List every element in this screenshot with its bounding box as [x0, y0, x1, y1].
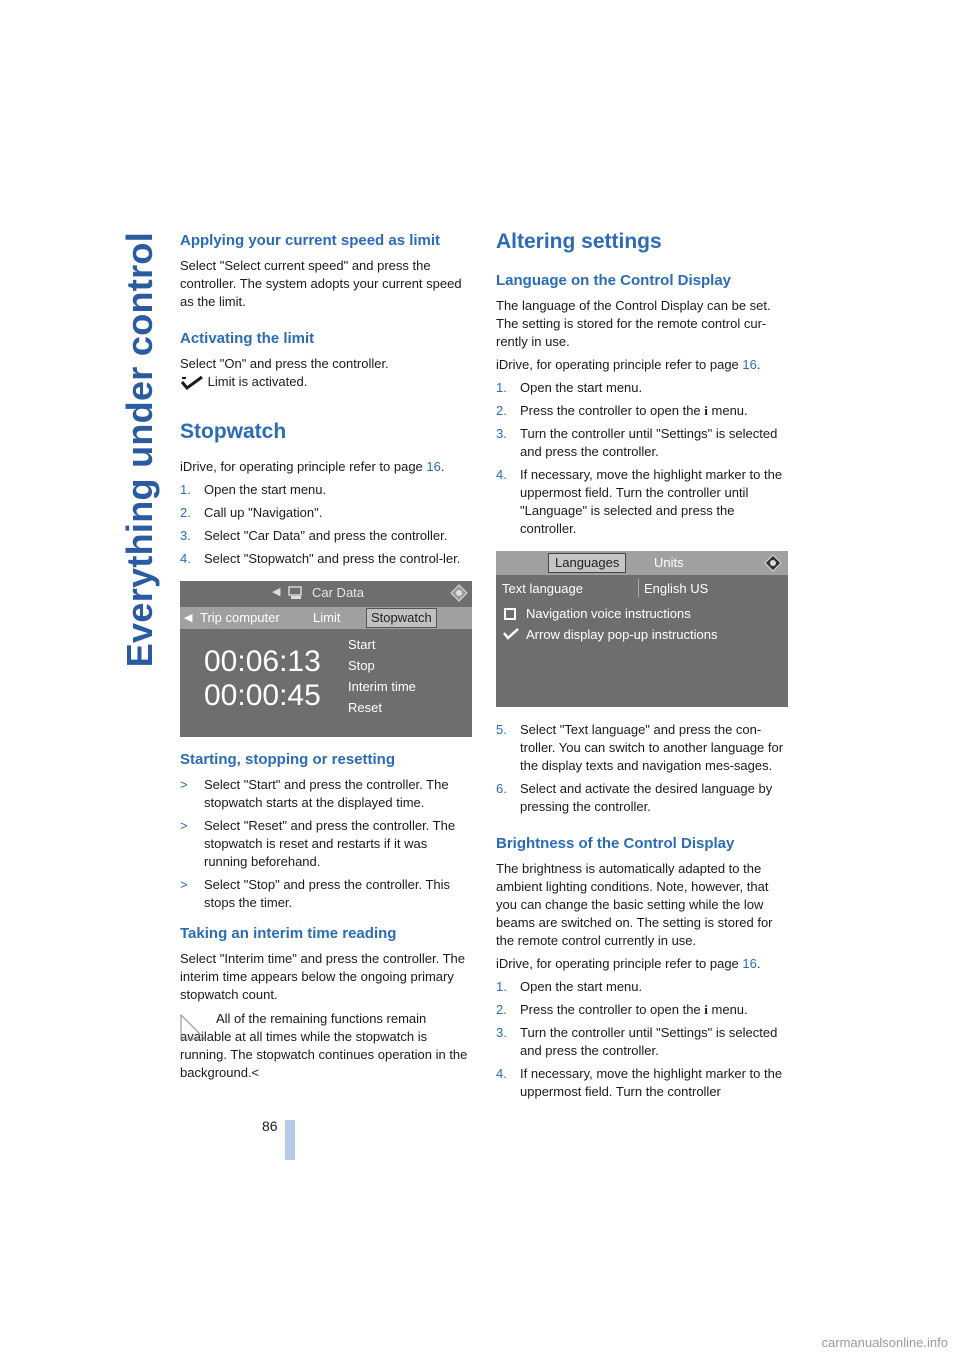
option-label: Navigation voice instructions [526, 606, 691, 621]
list-item: 1. Open the start menu. [180, 482, 327, 497]
heading-altering-settings: Altering settings [496, 230, 662, 253]
list-item: 2. Call up "Navigation". [180, 505, 323, 520]
list-item: 4. If necessary, move the highlight marker to the uppermost field. Turn the controller until "Language" is selected and press the controller. [496, 467, 783, 536]
page-link-16[interactable]: 16 [426, 459, 441, 474]
controller-icon [450, 584, 468, 602]
list-item: 4. Select "Stopwatch" and press the control-ler. [180, 551, 461, 566]
list-item: 2. Press the controller to open the i menu. [496, 1002, 748, 1017]
side-title: Everything under control [119, 232, 160, 668]
option-arrow-display[interactable] [496, 624, 788, 644]
option-label: Arrow display pop-up instructions [526, 627, 718, 642]
info-icon: i [704, 403, 708, 418]
tab-stopwatch[interactable]: Stopwatch [366, 608, 437, 628]
stopwatch-steps [180, 481, 472, 568]
option-navigation-voice[interactable] [496, 603, 788, 623]
note-text: All of the remaining functions remain available at all times while the stopwatch is running. The stopwatch continues operation in the background.< [180, 1011, 468, 1080]
language-steps [496, 379, 788, 538]
time-interim: 00:00:45 [204, 679, 321, 712]
checkmark-icon [180, 375, 204, 391]
tab-limit[interactable]: Limit [313, 610, 341, 625]
arrow-left-icon: ◀ [184, 612, 193, 624]
heading-activate-limit: Activating the limit [180, 330, 315, 347]
screen-top-bar [180, 581, 472, 605]
para-activate-limit: Select "On" and press the controller. [180, 356, 389, 371]
heading-stopwatch: Stopwatch [180, 420, 287, 443]
stopwatch-bullets [180, 776, 472, 912]
menu-interim-time[interactable]: Interim time [348, 679, 416, 694]
info-icon: i [704, 1002, 708, 1017]
computer-icon [288, 586, 304, 600]
list-item: 1. Open the start menu. [496, 380, 643, 395]
time-primary: 00:06:13 [204, 645, 321, 678]
para-brightness: The brightness is automatically adapted to the ambient lighting conditions. Note, however, that you can change the basic setting while the low beams are switched on. The setting is stored for the remote control currently in use. [496, 861, 773, 948]
list-item: 2. Press the controller to open the i menu. [496, 403, 748, 418]
list-item: 6. Select and activate the desired language by pressing the controller. [496, 781, 773, 814]
para-interim: Select "Interim time" and press the controller. The interim time appears below the ongoing primary stopwatch count. [180, 951, 466, 1002]
menu-reset[interactable]: Reset [348, 700, 382, 715]
checkmark-icon[interactable] [502, 627, 520, 641]
heading-brightness: Brightness of the Control Display [496, 835, 735, 852]
screen-tab-bar [180, 607, 472, 629]
para-idrive-ref: iDrive, for operating principle refer to page 16. [180, 459, 445, 474]
left-column [180, 230, 472, 1087]
para-limit-activated [180, 373, 472, 391]
menu-stop[interactable]: Stop [348, 658, 375, 673]
car-data-label: Car Data [312, 585, 365, 600]
list-item: 3. Turn the controller until "Settings" is selected and press the controller. [496, 426, 778, 459]
list-item: > Select "Start" and press the controller. The stopwatch starts at the displayed time. [180, 777, 449, 810]
watermark: carmanualsonline.info [821, 1335, 948, 1350]
controller-icon [764, 554, 782, 572]
note-triangle-icon [180, 1014, 206, 1040]
list-item: > Select "Stop" and press the controller. This stops the timer. [180, 877, 451, 910]
heading-language: Language on the Control Display [496, 272, 732, 289]
para-idrive-ref-right: iDrive, for operating principle refer to page 16. [496, 357, 761, 372]
page-number-bar [285, 1120, 295, 1160]
divider [638, 579, 639, 597]
text-language-value: English US [644, 581, 709, 596]
menu-start[interactable]: Start [348, 637, 376, 652]
note [180, 1010, 472, 1082]
para-apply-speed: Select "Select current speed" and press the controller. The system adopts your current speed as the limit. [180, 258, 462, 309]
para-idrive-ref-right-2: iDrive, for operating principle refer to page 16. [496, 956, 761, 971]
language-screen [496, 551, 788, 707]
para-language: The language of the Control Display can be set. The setting is stored for the remote control cur-rently in use. [496, 298, 771, 349]
heading-start-stop-reset: Starting, stopping or resetting [180, 751, 396, 768]
list-item: 1. Open the start menu. [496, 979, 643, 994]
list-item: > Select "Reset" and press the controller. The stopwatch is reset and restarts if it was running beforehand. [180, 818, 456, 869]
list-item: 3. Select "Car Data" and press the controller. [180, 528, 448, 543]
page-link-16[interactable]: 16 [742, 357, 757, 372]
stopwatch-screen [180, 581, 472, 737]
heading-interim: Taking an interim time reading [180, 925, 397, 942]
arrow-left-icon: ◀ [272, 586, 281, 598]
page-link-16[interactable]: 16 [742, 956, 757, 971]
list-item: 5. Select "Text language" and press the con-troller. You can switch to another language for the display texts and navigation mes-sages. [496, 722, 784, 773]
text-language-row[interactable] [496, 577, 788, 599]
tab-trip-computer[interactable]: Trip computer [200, 610, 280, 625]
checkbox-empty-icon[interactable] [504, 608, 516, 620]
language-steps-continued [496, 721, 788, 816]
heading-apply-speed: Applying your current speed as limit [180, 232, 441, 249]
tab-languages[interactable]: Languages [548, 553, 626, 573]
page-number: 86 [262, 1118, 278, 1134]
screen-tab-bar [496, 551, 788, 575]
tab-units[interactable]: Units [654, 555, 684, 570]
right-column [496, 230, 788, 1106]
list-item: 4. If necessary, move the highlight marker to the uppermost field. Turn the controller [496, 1066, 783, 1099]
limit-activated-text: Limit is activated. [207, 374, 308, 389]
brightness-steps [496, 978, 788, 1101]
text-language-label: Text language [502, 581, 583, 596]
list-item: 3. Turn the controller until "Settings" is selected and press the controller. [496, 1025, 778, 1058]
